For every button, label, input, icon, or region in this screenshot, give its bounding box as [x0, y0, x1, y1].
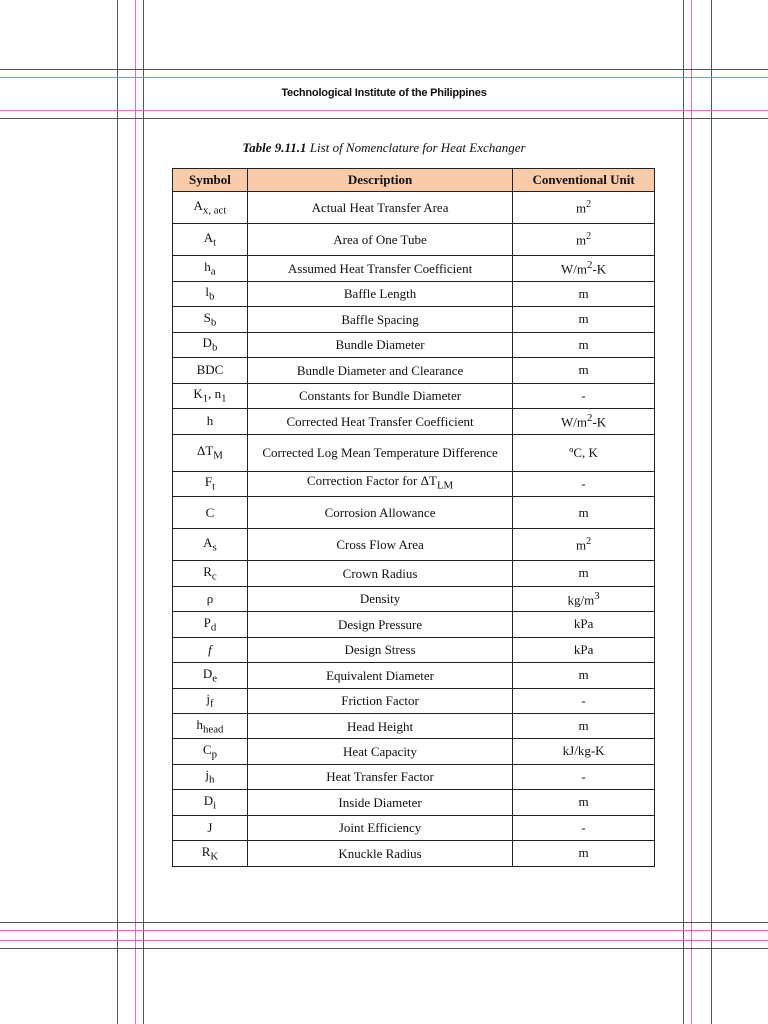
description-cell: Assumed Heat Transfer Coefficient — [247, 256, 512, 282]
description-cell: Actual Heat Transfer Area — [247, 192, 512, 224]
symbol-cell: $A_t$ — [173, 224, 248, 256]
unit-cell: kPa — [513, 637, 655, 663]
symbol-cell: J — [173, 815, 248, 841]
margin-guide-line — [0, 69, 768, 70]
table-row — [173, 409, 655, 435]
symbol-cell: $S_b$ — [173, 307, 248, 333]
column-header-unit: Conventional Unit — [513, 169, 655, 192]
table-row — [173, 529, 655, 561]
table-row — [173, 434, 655, 471]
symbol-cell: f — [173, 637, 248, 663]
table-caption-label: Table 9.11.1 — [242, 140, 307, 155]
table-row — [173, 224, 655, 256]
table-row — [173, 637, 655, 663]
table-row — [173, 663, 655, 689]
symbol-cell: $j_f$ — [173, 688, 248, 714]
unit-cell: - — [513, 383, 655, 409]
description-cell: Joint Efficiency — [247, 815, 512, 841]
column-header-description: Description — [247, 169, 512, 192]
unit-cell: m — [513, 497, 655, 529]
symbol-cell: $C_p$ — [173, 739, 248, 765]
table-row — [173, 281, 655, 307]
unit-cell: ºC, K — [513, 434, 655, 471]
unit-cell: $m^2$ — [513, 192, 655, 224]
symbol-cell: C — [173, 497, 248, 529]
description-cell: Corrected Log Mean Temperature Difference — [247, 434, 512, 471]
table-header-row — [173, 169, 655, 192]
description-cell: Head Height — [247, 714, 512, 739]
unit-cell: kJ/kg-K — [513, 739, 655, 765]
symbol-cell: $h_{head}$ — [173, 714, 248, 739]
description-cell: Inside Diameter — [247, 790, 512, 816]
description-cell: Crown Radius — [247, 561, 512, 587]
description-cell: Friction Factor — [247, 688, 512, 714]
unit-cell: m — [513, 332, 655, 358]
unit-cell: m — [513, 307, 655, 333]
margin-guide-line — [0, 930, 768, 931]
table-row — [173, 471, 655, 497]
table-row — [173, 497, 655, 529]
table-row — [173, 256, 655, 282]
table-row — [173, 307, 655, 333]
unit-cell: $W/m^2-K$ — [513, 409, 655, 435]
unit-cell: m — [513, 714, 655, 739]
margin-guide-line — [0, 922, 768, 923]
symbol-cell: $A_{x, act}$ — [173, 192, 248, 224]
table-caption — [0, 140, 768, 156]
unit-cell: kPa — [513, 612, 655, 638]
table-caption-text: List of Nomenclature for Heat Exchanger — [306, 140, 526, 155]
description-cell: Corrosion Allowance — [247, 497, 512, 529]
margin-guide-line — [0, 948, 768, 949]
description-cell: Constants for Bundle Diameter — [247, 383, 512, 409]
symbol-cell: $\Delta T_M$ — [173, 434, 248, 471]
margin-guide-line — [0, 940, 768, 941]
description-cell: Correction Factor for $\Delta T_{LM}$ — [247, 471, 512, 497]
symbol-cell: h — [173, 409, 248, 435]
unit-cell: m — [513, 790, 655, 816]
symbol-cell: $A_s$ — [173, 529, 248, 561]
unit-cell: m — [513, 841, 655, 867]
unit-cell: $m^2$ — [513, 224, 655, 256]
table-row — [173, 383, 655, 409]
symbol-cell: BDC — [173, 358, 248, 384]
table-row — [173, 332, 655, 358]
symbol-cell: $j_h$ — [173, 764, 248, 790]
symbol-cell: $K_1$, $n_1$ — [173, 383, 248, 409]
table-row — [173, 358, 655, 384]
unit-cell: m — [513, 358, 655, 384]
description-cell: Equivalent Diameter — [247, 663, 512, 689]
table-row — [173, 688, 655, 714]
table-row — [173, 739, 655, 765]
margin-guide-line — [0, 110, 768, 111]
description-cell: Baffle Spacing — [247, 307, 512, 333]
nomenclature-table — [172, 168, 655, 867]
unit-cell: m — [513, 663, 655, 689]
description-cell: Design Stress — [247, 637, 512, 663]
table-row — [173, 561, 655, 587]
unit-cell: - — [513, 688, 655, 714]
symbol-cell: $P_d$ — [173, 612, 248, 638]
table-row — [173, 714, 655, 739]
description-cell: Density — [247, 586, 512, 612]
symbol-cell: $F_t$ — [173, 471, 248, 497]
unit-cell: $m^2$ — [513, 529, 655, 561]
unit-cell: m — [513, 281, 655, 307]
margin-guide-line — [0, 118, 768, 119]
symbol-cell: ρ — [173, 586, 248, 612]
symbol-cell: $D_i$ — [173, 790, 248, 816]
unit-cell: m — [513, 561, 655, 587]
description-cell: Baffle Length — [247, 281, 512, 307]
description-cell: Cross Flow Area — [247, 529, 512, 561]
unit-cell: - — [513, 815, 655, 841]
symbol-cell: $l_b$ — [173, 281, 248, 307]
description-cell: Bundle Diameter and Clearance — [247, 358, 512, 384]
table-row — [173, 841, 655, 867]
description-cell: Heat Capacity — [247, 739, 512, 765]
table-row — [173, 612, 655, 638]
unit-cell: $W/m^2-K$ — [513, 256, 655, 282]
description-cell: Design Pressure — [247, 612, 512, 638]
table-row — [173, 586, 655, 612]
page-header: Technological Institute of the Philippines — [281, 87, 487, 99]
table-row — [173, 192, 655, 224]
margin-guide-line — [0, 77, 768, 78]
description-cell: Knuckle Radius — [247, 841, 512, 867]
symbol-cell: $R_c$ — [173, 561, 248, 587]
description-cell: Bundle Diameter — [247, 332, 512, 358]
symbol-cell: $D_e$ — [173, 663, 248, 689]
description-cell: Heat Transfer Factor — [247, 764, 512, 790]
unit-cell: - — [513, 471, 655, 497]
symbol-cell: $D_b$ — [173, 332, 248, 358]
table-row — [173, 790, 655, 816]
symbol-cell: $h_a$ — [173, 256, 248, 282]
table-row — [173, 815, 655, 841]
column-header-symbol: Symbol — [173, 169, 248, 192]
description-cell: Area of One Tube — [247, 224, 512, 256]
table-row — [173, 764, 655, 790]
description-cell: Corrected Heat Transfer Coefficient — [247, 409, 512, 435]
symbol-cell: $R_K$ — [173, 841, 248, 867]
unit-cell: $kg/m^3$ — [513, 586, 655, 612]
unit-cell: - — [513, 764, 655, 790]
